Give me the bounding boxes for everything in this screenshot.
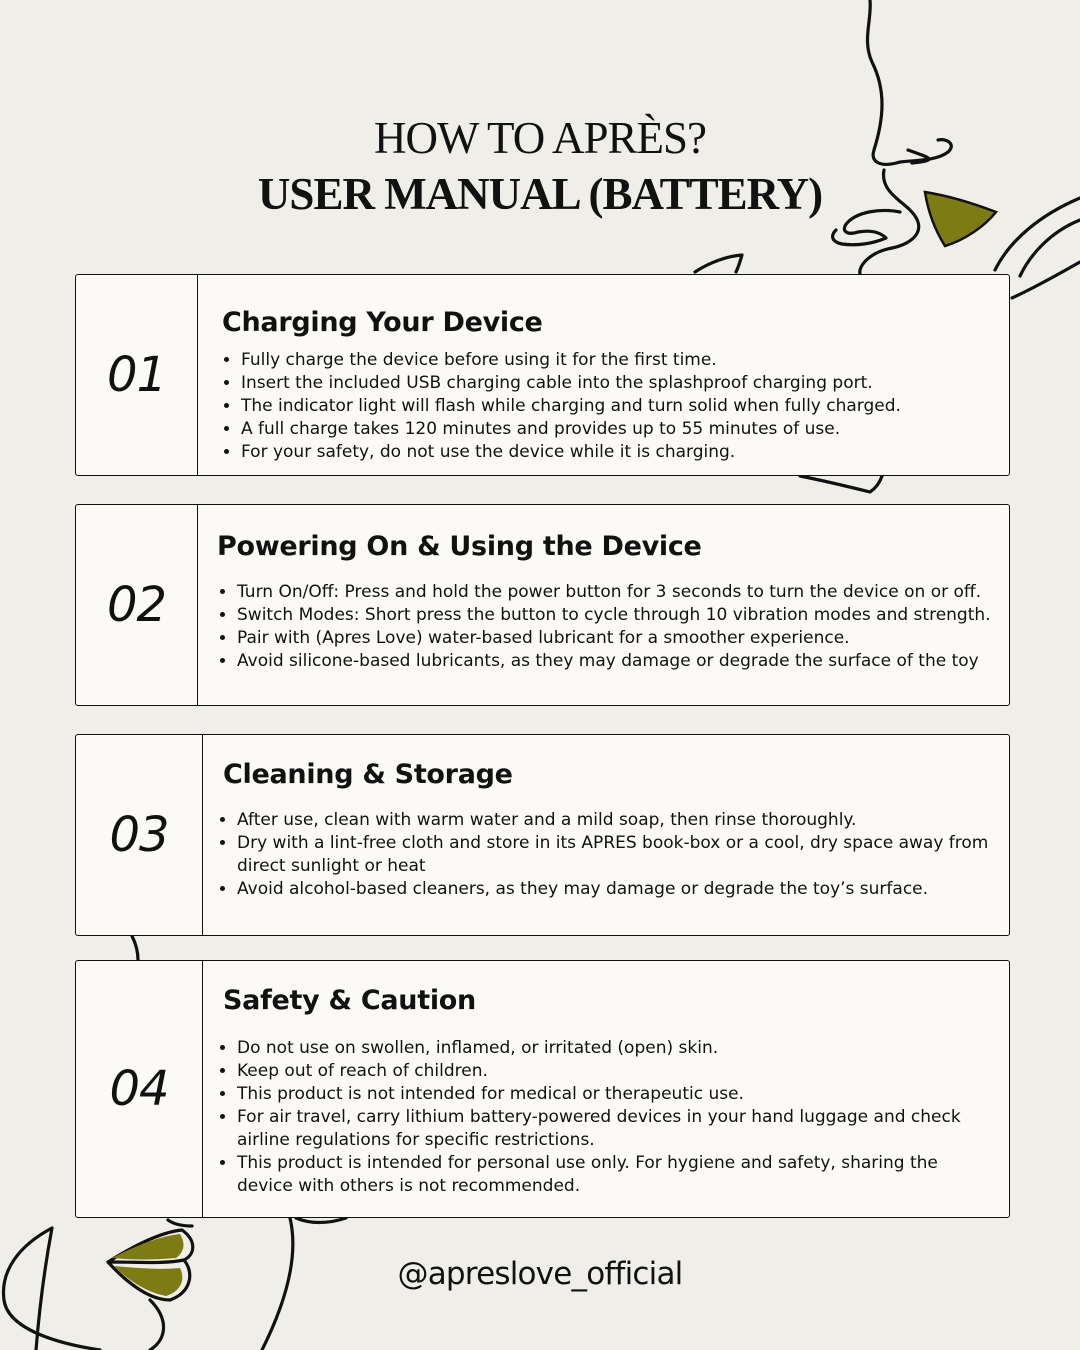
list-item: • A full charge takes 120 minutes and provides up to 55 minutes of use.	[241, 418, 995, 441]
leaf-curve-right-2	[1012, 262, 1080, 298]
list-item: • For air travel, carry lithium battery-powered devices in your hand luggage and check airline regulations for specific restrictions.	[237, 1106, 995, 1152]
list-item: • Keep out of reach of children.	[237, 1060, 995, 1083]
section-heading: Powering On & Using the Device	[217, 531, 702, 562]
list-item: • Avoid silicone-based lubricants, as they may damage or degrade the surface of the toy	[237, 650, 995, 673]
section-number-cell	[76, 735, 203, 935]
list-item: • This product is intended for personal use only. For hygiene and safety, sharing the device with others is not recommended.	[237, 1152, 995, 1198]
section-number: 04	[109, 1061, 169, 1117]
bottom-chin-line	[168, 1220, 192, 1226]
title-line-1: HOW TO APRÈS?	[373, 113, 707, 163]
section-number-cell	[76, 505, 198, 705]
list-item: • This product is not intended for medical or therapeutic use.	[237, 1083, 995, 1106]
instruction-list	[217, 1037, 995, 1198]
instruction-list	[217, 581, 995, 673]
list-item: • Turn On/Off: Press and hold the power button for 3 seconds to turn the device on or off.	[237, 581, 995, 604]
section-card-cleaning	[75, 734, 1010, 936]
list-item: • Insert the included USB charging cable into the splashproof charging port.	[241, 372, 995, 395]
stem-line	[132, 936, 138, 960]
section-number-cell	[76, 961, 203, 1217]
section-card-powering-on	[75, 504, 1010, 706]
list-item: • The indicator light will flash while charging and turn solid when fully charged.	[241, 395, 995, 418]
list-item: • Avoid alcohol-based cleaners, as they may damage or degrade the toy’s surface.	[237, 878, 995, 901]
section-card-charging	[75, 274, 1010, 476]
section-heading: Charging Your Device	[222, 307, 543, 338]
list-item: • Dry with a lint-free cloth and store in its APRES book-box or a cool, dry space away from direct sunlight or heat	[237, 832, 995, 878]
section-card-safety	[75, 960, 1010, 1218]
section-heading: Cleaning & Storage	[223, 759, 513, 790]
instruction-list	[217, 809, 995, 901]
section-number: 01	[106, 347, 167, 403]
list-item: • Pair with (Apres Love) water-based lubricant for a smoother experience.	[237, 627, 995, 650]
list-item: • For your safety, do not use the device while it is charging.	[241, 441, 995, 464]
section-number: 02	[106, 577, 167, 633]
section-number: 03	[109, 807, 169, 863]
title-line-2: USER MANUAL (BATTERY)	[257, 169, 823, 219]
list-item: • Fully charge the device before using it for the first time.	[241, 349, 995, 372]
list-item: • Do not use on swollen, inflamed, or irritated (open) skin.	[237, 1037, 995, 1060]
social-handle: @apreslove_official	[397, 1256, 683, 1292]
section-heading: Safety & Caution	[223, 985, 476, 1016]
bottom-stem	[296, 1218, 346, 1223]
list-item: • Switch Modes: Short press the button to cycle through 10 vibration modes and strength.	[237, 604, 995, 627]
section-number-cell	[76, 275, 198, 475]
bottom-curve-line	[150, 1300, 164, 1350]
curve-below-card1	[800, 476, 882, 492]
list-item: • After use, clean with warm water and a mild soap, then rinse thoroughly.	[237, 809, 995, 832]
instruction-list	[221, 349, 995, 464]
small-leaf	[695, 255, 742, 272]
